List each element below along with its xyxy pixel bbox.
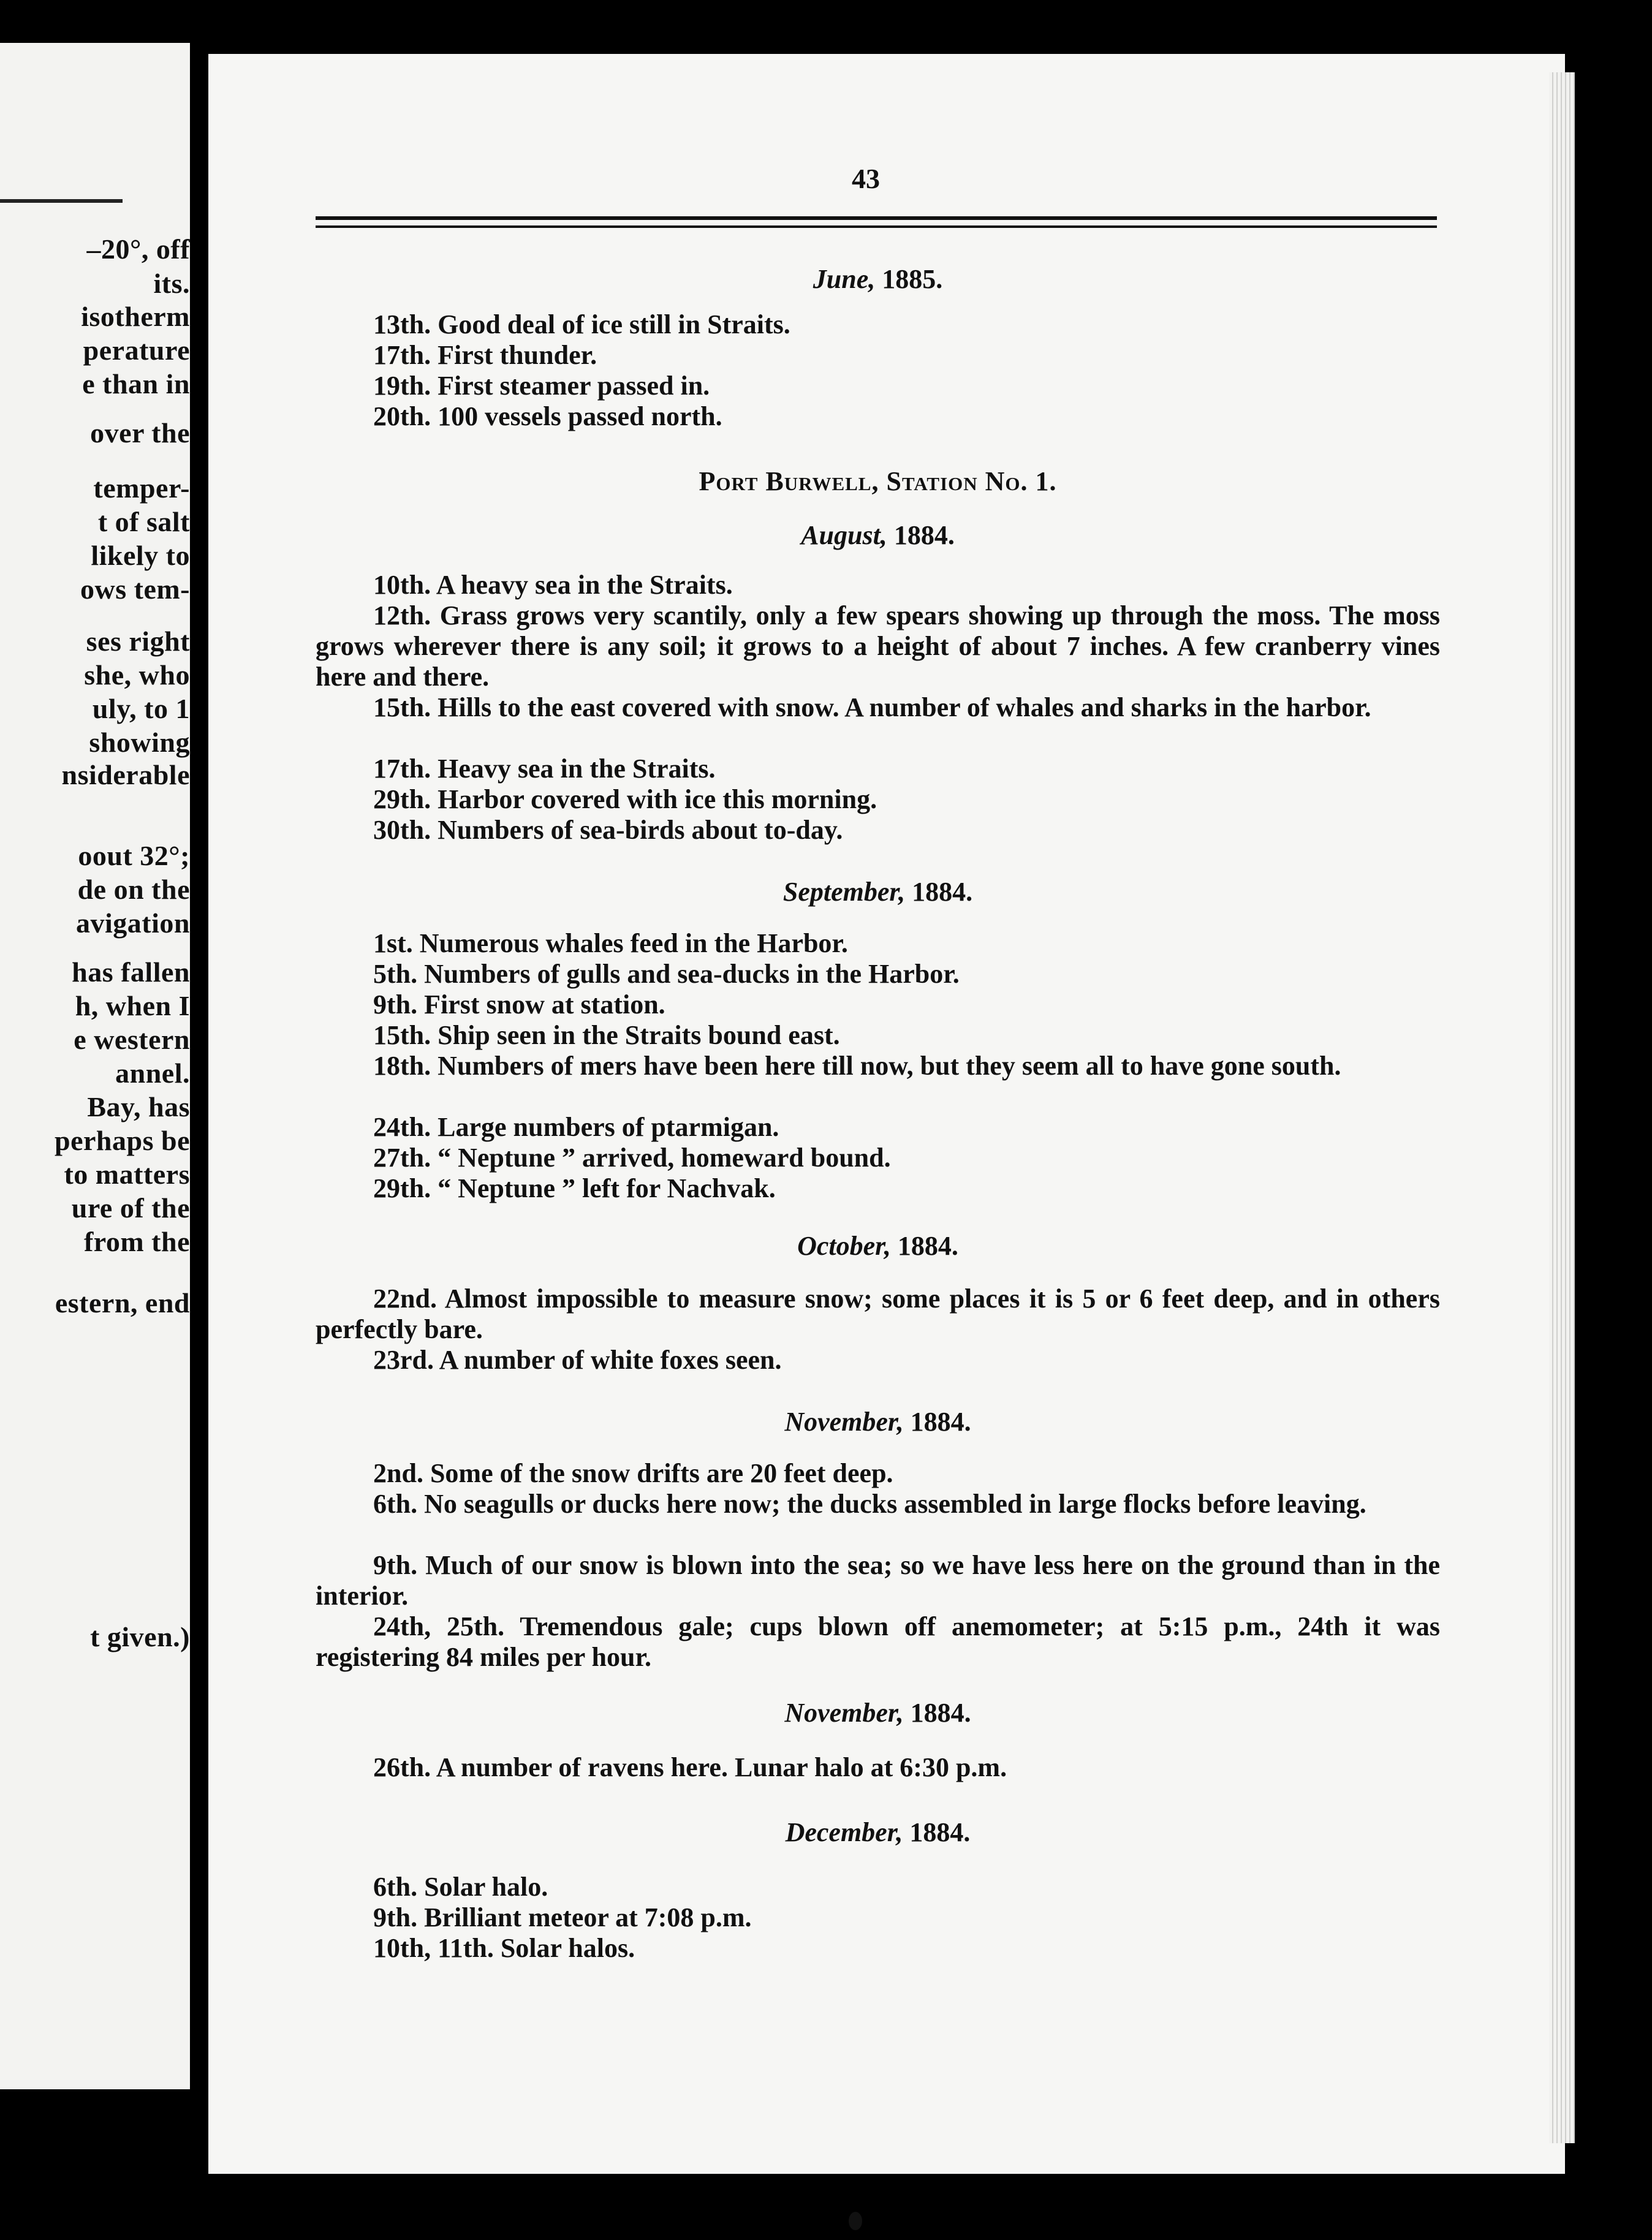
left-page-rule xyxy=(0,199,123,203)
section-year: 1884. xyxy=(910,1407,971,1437)
left-text-fragment: e than in xyxy=(82,368,190,399)
log-entry: 6th. No seagulls or ducks here now; the ducks assembled in large flocks before leaving. xyxy=(373,1489,1366,1519)
left-text-fragment: perhaps be xyxy=(55,1125,190,1156)
log-entry: 2nd. Some of the snow drifts are 20 feet deep. xyxy=(373,1458,893,1488)
page-number: 43 xyxy=(852,163,880,194)
left-text-fragment: temper- xyxy=(93,472,190,504)
left-text-fragment: perature xyxy=(83,335,190,366)
log-entry: 10th. A heavy sea in the Straits. xyxy=(373,570,733,600)
log-entry: 24th, 25th. Tremendous gale; cups blown off anemometer; at 5:15 p.m., 24th it was registering 84 miles per hour. xyxy=(316,1611,1440,1672)
left-text-fragment: from the xyxy=(83,1226,190,1257)
log-entry: 20th. 100 vessels passed north. xyxy=(373,401,722,431)
log-entry: 12th. Grass grows very scantily, only a few spears showing up through the moss. The moss grows wherever there is any soil; it grows to a height of about 7 inches. A few cranberry vines here and there. xyxy=(316,600,1440,692)
section-heading xyxy=(316,1406,1440,1437)
header-rule xyxy=(316,216,1437,220)
log-entry: 13th. Good deal of ice still in Straits. xyxy=(373,309,790,339)
section-year: 1884. xyxy=(909,1817,971,1847)
left-text-fragment: Bay, has xyxy=(87,1091,190,1122)
section-heading xyxy=(316,1697,1440,1728)
left-text-fragment: she, who xyxy=(84,659,190,691)
log-entry: 22nd. Almost impossible to measure snow; some places it is 5 or 6 feet deep, and in others perfectly bare. xyxy=(316,1284,1440,1344)
log-entry: 5th. Numbers of gulls and sea-ducks in the Harbor. xyxy=(373,959,960,989)
log-entry: 27th. “ Neptune ” arrived, homeward bound. xyxy=(373,1143,891,1173)
log-entry: 15th. Hills to the east covered with snow. A number of whales and sharks in the harbor. xyxy=(373,692,1371,722)
section-heading xyxy=(316,1230,1440,1262)
log-entry: 19th. First steamer passed in. xyxy=(373,371,710,401)
ink-smudge xyxy=(849,2212,862,2230)
section-month: August, xyxy=(801,520,887,550)
page-edge-stack xyxy=(1549,72,1575,2143)
log-entry: 18th. Numbers of mers have been here till now, but they seem all to have gone south. xyxy=(373,1051,1341,1081)
section-year: 1884. xyxy=(897,1231,958,1261)
log-entry: 10th, 11th. Solar halos. xyxy=(373,1933,635,1963)
log-entry: 29th. Harbor covered with ice this morning. xyxy=(373,784,877,814)
log-entry: 30th. Numbers of sea-birds about to-day. xyxy=(373,815,843,845)
log-entry: 24th. Large numbers of ptarmigan. xyxy=(373,1112,779,1142)
left-text-fragment: has fallen xyxy=(72,956,190,988)
log-entry: 17th. First thunder. xyxy=(373,340,597,370)
left-text-fragment: nsiderable xyxy=(61,759,190,790)
book-gutter xyxy=(190,0,208,2240)
log-entry: 9th. First snow at station. xyxy=(373,989,665,1020)
left-text-fragment: ows tem- xyxy=(80,573,190,605)
section-heading xyxy=(316,876,1440,907)
section-year: 1885. xyxy=(882,264,943,294)
left-text-fragment: de on the xyxy=(77,874,190,905)
section-year: 1884. xyxy=(910,1698,971,1728)
section-month: December, xyxy=(785,1817,903,1847)
section-heading xyxy=(316,263,1440,295)
left-text-fragment: t of salt xyxy=(97,506,190,537)
log-entry: 15th. Ship seen in the Straits bound east. xyxy=(373,1020,840,1050)
log-entry: 26th. A number of ravens here. Lunar halo at 6:30 p.m. xyxy=(373,1752,1007,1782)
left-text-fragment: –20°, off xyxy=(86,233,190,265)
header-rule xyxy=(316,225,1437,228)
left-text-fragment: its. xyxy=(153,268,190,299)
section-month: October, xyxy=(797,1231,891,1261)
log-entry: 23rd. A number of white foxes seen. xyxy=(373,1345,782,1375)
left-text-fragment: showing xyxy=(89,727,190,758)
left-text-fragment: uly, to 1 xyxy=(92,693,190,724)
section-month: November, xyxy=(784,1407,904,1437)
section-month: September, xyxy=(782,877,906,907)
left-text-fragment: estern, end xyxy=(55,1287,190,1319)
section-month: June, xyxy=(813,264,876,294)
left-text-fragment: oout 32°; xyxy=(78,840,190,871)
left-text-fragment: ses right xyxy=(86,626,190,657)
log-entry: 1st. Numerous whales feed in the Harbor. xyxy=(373,928,848,958)
left-text-fragment: over the xyxy=(90,417,190,448)
left-text-fragment: t given.) xyxy=(90,1621,190,1652)
left-text-fragment: isotherm xyxy=(81,301,190,332)
left-text-fragment: avigation xyxy=(76,907,190,939)
log-entry: 9th. Brilliant meteor at 7:08 p.m. xyxy=(373,1902,752,1932)
log-entry: 17th. Heavy sea in the Straits. xyxy=(373,754,716,784)
section-heading xyxy=(316,1817,1440,1848)
section-year: 1884. xyxy=(893,520,955,550)
left-text-fragment: annel. xyxy=(115,1058,190,1089)
section-heading xyxy=(316,520,1440,551)
log-entry: 9th. Much of our snow is blown into the sea; so we have less here on the ground than in the interior. xyxy=(316,1550,1440,1611)
log-entry: 29th. “ Neptune ” left for Nachvak. xyxy=(373,1173,776,1203)
left-text-fragment: likely to xyxy=(91,540,190,571)
left-text-fragment: h, when I xyxy=(75,990,190,1021)
section-year: 1884. xyxy=(912,877,973,907)
section-month: November, xyxy=(784,1698,904,1728)
left-text-fragment: e western xyxy=(74,1024,190,1055)
log-entry: 6th. Solar halo. xyxy=(373,1872,548,1902)
left-text-fragment: to matters xyxy=(64,1159,190,1190)
left-text-fragment: ure of the xyxy=(71,1192,190,1224)
station-heading: Port Burwell, Station No. 1. xyxy=(699,466,1057,496)
left-page-fragment xyxy=(0,43,190,2089)
